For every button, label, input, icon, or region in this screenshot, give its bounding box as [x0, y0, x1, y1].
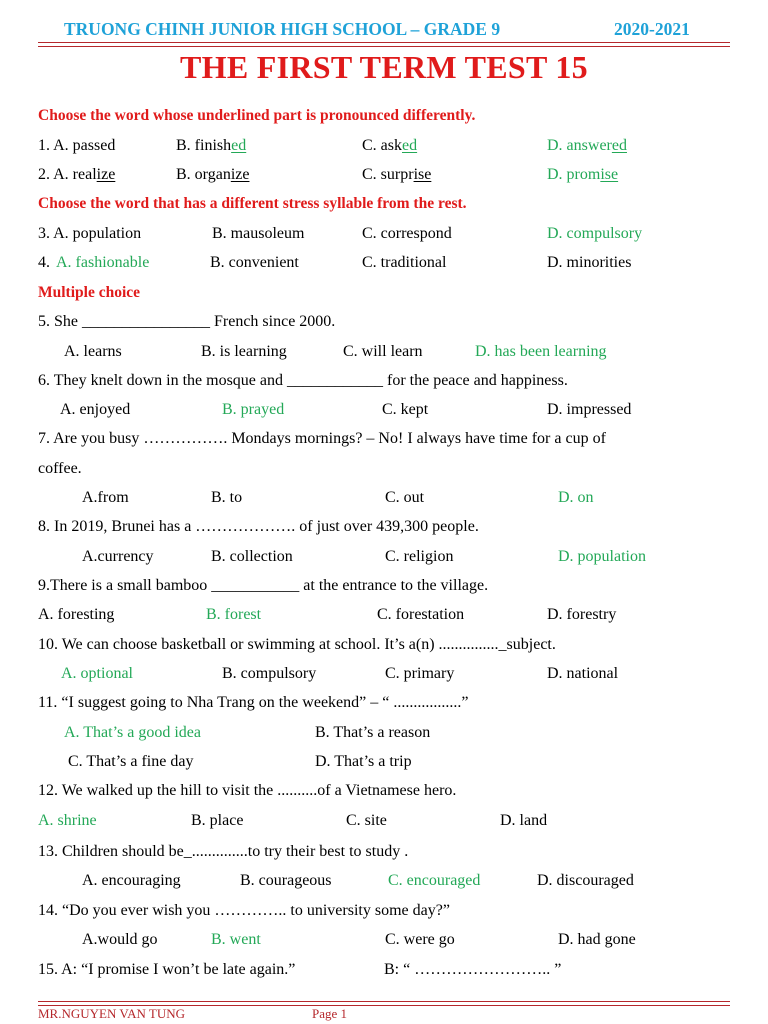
question-13-options	[0, 870, 768, 896]
question-12-stem: 12. We walked up the hill to visit the ..........of a Vietnamese hero.	[38, 782, 457, 799]
option-c: C. asked	[362, 137, 418, 154]
question-10-options	[0, 663, 768, 689]
option-c: C. primary	[385, 665, 455, 682]
question-7-options	[0, 487, 768, 513]
option-a: A. foresting	[38, 606, 115, 623]
section-heading: Multiple choice	[38, 284, 141, 301]
question-11-options-row-1	[0, 722, 768, 748]
question-8-stem: 8. In 2019, Brunei has a ………………. of just over 439,300 people.	[38, 518, 479, 535]
option-a: A. optional	[61, 665, 133, 682]
option-c: C. encouraged	[388, 872, 481, 889]
option-b: B. courageous	[240, 872, 332, 889]
option-c: C. will learn	[343, 343, 423, 360]
option-b: B. place	[191, 812, 244, 829]
option-d: D. answered	[547, 137, 627, 154]
option-d: D. on	[558, 489, 594, 506]
footer-rule-top	[38, 1001, 730, 1002]
option-d: D. national	[547, 665, 619, 682]
page-header	[0, 19, 768, 43]
option-a: 2. A. realize	[38, 166, 116, 183]
question-12-options	[0, 810, 768, 836]
question-14-stem: 14. “Do you ever wish you ………….. to university some day?”	[38, 902, 450, 919]
question-13-stem: 13. Children should be_..............to try their best to study .	[38, 843, 409, 860]
question-11-stem: 11. “I suggest going to Nha Trang on the weekend” – “ .................”	[38, 694, 469, 711]
option-c: C. site	[346, 812, 387, 829]
option-b: B. compulsory	[222, 665, 317, 682]
question-5-options	[0, 341, 768, 367]
option-d: D. forestry	[547, 606, 617, 623]
option-b: B. collection	[211, 548, 293, 565]
option-c: C. were go	[385, 931, 455, 948]
option-d: D. had gone	[558, 931, 636, 948]
option-a: 3. A. population	[38, 225, 142, 242]
footer-author: MR.NGUYEN VAN TUNG	[38, 1006, 185, 1021]
option-b: B. finished	[176, 137, 247, 154]
page-footer	[0, 1006, 768, 1024]
option-a: A.would go	[82, 931, 158, 948]
option-c: C. surprise	[362, 166, 432, 183]
option-a: A. encouraging	[82, 872, 181, 889]
option-b: B. organize	[176, 166, 250, 183]
option-b: B. is learning	[201, 343, 287, 360]
question-3	[0, 223, 768, 249]
option-d: D. That’s a trip	[315, 753, 412, 770]
option-d: D. land	[500, 812, 548, 829]
question-1	[0, 135, 768, 161]
question-2	[0, 164, 768, 190]
question-14-options	[0, 929, 768, 955]
school-year: 2020-2021	[614, 19, 690, 39]
option-c: C. forestation	[377, 606, 465, 623]
option-b: B. convenient	[210, 254, 299, 271]
question-8-options	[0, 546, 768, 572]
option-a: A. shrine	[38, 812, 97, 829]
option-a: A. fashionable	[56, 254, 150, 271]
question-number: 4.	[38, 254, 50, 271]
option-c: C. religion	[385, 548, 454, 565]
question-9-stem: 9.There is a small bamboo ___________ at the entrance to the village.	[38, 577, 489, 594]
option-a: A. learns	[64, 343, 122, 360]
question-15	[0, 959, 768, 985]
option-d: D. population	[558, 548, 646, 565]
option-c: C. correspond	[362, 225, 452, 242]
speaker-b-line: B: “ …………………….. ”	[384, 961, 562, 978]
option-d: D. promise	[547, 166, 619, 183]
option-b: B. to	[211, 489, 243, 506]
option-d: D. minorities	[547, 254, 632, 271]
option-a: A. That’s a good idea	[64, 724, 202, 741]
option-c: C. That’s a fine day	[68, 753, 194, 770]
footer-page-number: Page 1	[312, 1006, 348, 1021]
option-b: B. went	[211, 931, 261, 948]
question-11-options-row-2	[0, 751, 768, 777]
option-b: B. That’s a reason	[315, 724, 431, 741]
option-a: A.from	[82, 489, 129, 506]
option-c: C. traditional	[362, 254, 447, 271]
option-c: C. kept	[382, 401, 429, 418]
school-name: TRUONG CHINH JUNIOR HIGH SCHOOL – GRADE 9	[64, 19, 501, 39]
header-rule-top	[38, 42, 730, 43]
option-a: 1. A. passed	[38, 137, 116, 154]
option-a: A.currency	[82, 548, 154, 565]
question-9-options	[0, 604, 768, 630]
option-b: B. prayed	[222, 401, 285, 418]
question-7-stem: 7. Are you busy ……………. Mondays mornings? – No! I always have time for a cup of	[38, 430, 606, 447]
option-d: D. has been learning	[475, 343, 607, 360]
question-4	[0, 252, 768, 278]
option-a: A. enjoyed	[60, 401, 131, 418]
option-b: B. mausoleum	[212, 225, 305, 242]
speaker-a-line: 15. A: “I promise I won’t be late again.”	[38, 961, 296, 978]
option-b: B. forest	[206, 606, 262, 623]
section-heading: Choose the word that has a different stress syllable from the rest.	[38, 195, 467, 212]
page-title: THE FIRST TERM TEST 15	[180, 49, 588, 85]
header-rule-bottom	[38, 46, 730, 47]
question-5-stem: 5. She ________________ French since 2000.	[38, 313, 336, 330]
question-7-stem-continued: coffee.	[38, 460, 82, 477]
question-6-stem: 6. They knelt down in the mosque and ____________ for the peace and happiness.	[38, 372, 568, 389]
question-10-stem: 10. We can choose basketball or swimming at school. It’s a(n) ..............._subject.	[38, 636, 556, 653]
option-d: D. discouraged	[537, 872, 634, 889]
option-c: C. out	[385, 489, 425, 506]
option-d: D. impressed	[547, 401, 632, 418]
option-d: D. compulsory	[547, 225, 643, 242]
section-heading: Choose the word whose underlined part is pronounced differently.	[38, 107, 476, 124]
question-6-options	[0, 399, 768, 425]
